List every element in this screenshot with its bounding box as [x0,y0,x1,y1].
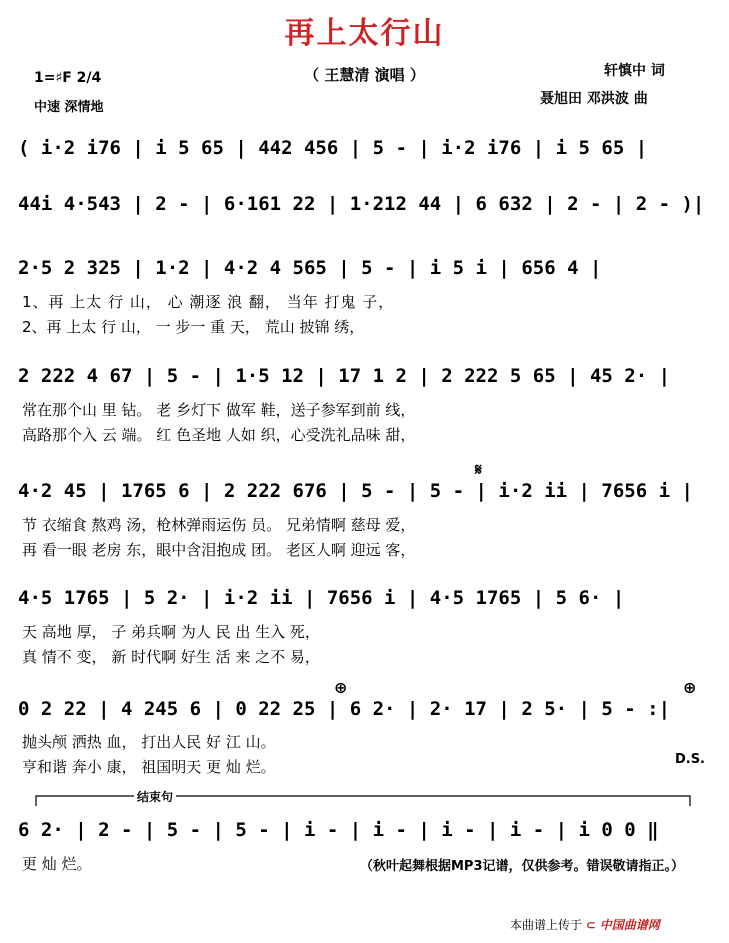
key-signature: 1=♯F 2/4 [34,70,102,86]
lyric-verse-2: 真 情不 变， 新 时代啊 好生 活 来 之不 易， [22,648,320,666]
stave-row-6 [18,586,711,626]
ending-bracket [34,790,694,810]
coda-icon: ⊕ [334,678,348,697]
lyric-verse-1: 抛头颅 洒热 血， 打出人民 好 江 山。 [22,733,276,751]
ending-label: 结束句 [134,788,176,805]
footer-credit [510,916,660,933]
stave-row-8 [18,818,711,858]
stave-row-4 [18,364,711,404]
lyricist-credit: 轩慎中 词 [604,63,665,79]
notation-line: 4·2 45 | 1765 6 | 2 222 676 | 5 - | 5 - | i·2 ii | 7656 i | [18,480,693,502]
lyric-verse-2: 2、再 上太 行 山， 一 步一 重 天， 荒山 披锦 绣， [22,318,365,336]
notation-line: 2 222 4 67 | 5 - | 1·5 12 | 17 1 2 | 2 222 5 65 | 45 2· | [18,365,671,387]
ending-lyric: 更 灿 烂。 [22,855,92,873]
lyric-verse-1: 天 高地 厚， 子 弟兵啊 为人 民 出 生入 死， [22,623,320,641]
notation-line: 4·5 1765 | 5 2· | i·2 ii | 7656 i | 4·5 1765 | 5 6· | [18,587,625,609]
lyric-verse-1: 常在那个山 里 钻。 老 乡灯下 做军 鞋，送子参军到前 线， [22,401,416,419]
dal-segno-mark: D.S. [674,752,705,767]
notation-line: ( i·2 i76 | i 5 65 | 442 456 | 5 - | i·2 i76 | i 5 65 | [18,137,648,159]
performer-credit: （ 王慧清 演唱 ） [304,66,425,84]
lyric-verse-2: 高路那个入 云 端。 红 色圣地 人如 织，心受洗礼品味 甜， [22,426,416,444]
notation-line: 6 2· | 2 - | 5 - | 5 - | i - | i - | i - | i - | i 0 0 ‖ [18,819,659,841]
song-title: 再上太行山 [284,16,445,51]
lyric-verse-1: 1、再 上太 行 山， 心 潮逐 浪 翻， 当年 打鬼 子， [22,293,395,311]
notation-line: 0 2 22 | 4 245 6 | 0 22 25 | 6 2· | 2· 17 | 2 5· | 5 - :| [18,698,671,720]
notation-line: 2·5 2 325 | 1·2 | 4·2 4 565 | 5 - | i 5 i | 656 4 | [18,257,602,279]
stave-row-2 [18,192,711,232]
lyric-verse-2: 亨和谐 奔小 康， 祖国明天 更 灿 烂。 [22,758,276,776]
footer-prefix: 本曲谱上传于 [510,918,583,932]
composer-credit: 聂旭田 邓洪波 曲 [540,91,648,107]
coda-icon: ⊕ [683,678,697,697]
tempo-marking: 中速 深情地 [34,100,104,115]
lyric-verse-2: 再 看一眼 老房 东，眼中含泪抱成 团。 老区人啊 迎远 客， [22,541,416,559]
site-logo-icon: ⊂ [585,918,596,932]
segno-icon: 𝄋 [475,460,482,479]
stave-row-3 [18,256,711,296]
transcription-note: （秋叶起舞根据MP3记谱，仅供参考。错误敬请指正。） [360,859,685,874]
site-brand[interactable]: 中国曲谱网 [599,918,660,932]
lyric-verse-1: 节 衣缩食 熬鸡 汤，枪林弹雨运伤 员。 兄弟情啊 慈母 爱， [22,516,416,534]
stave-row-1 [18,136,711,176]
stave-row-5 [18,479,711,519]
notation-line: 44i 4·543 | 2 - | 6·161 22 | 1·212 44 | 6 632 | 2 - | 2 - )| [18,193,705,215]
